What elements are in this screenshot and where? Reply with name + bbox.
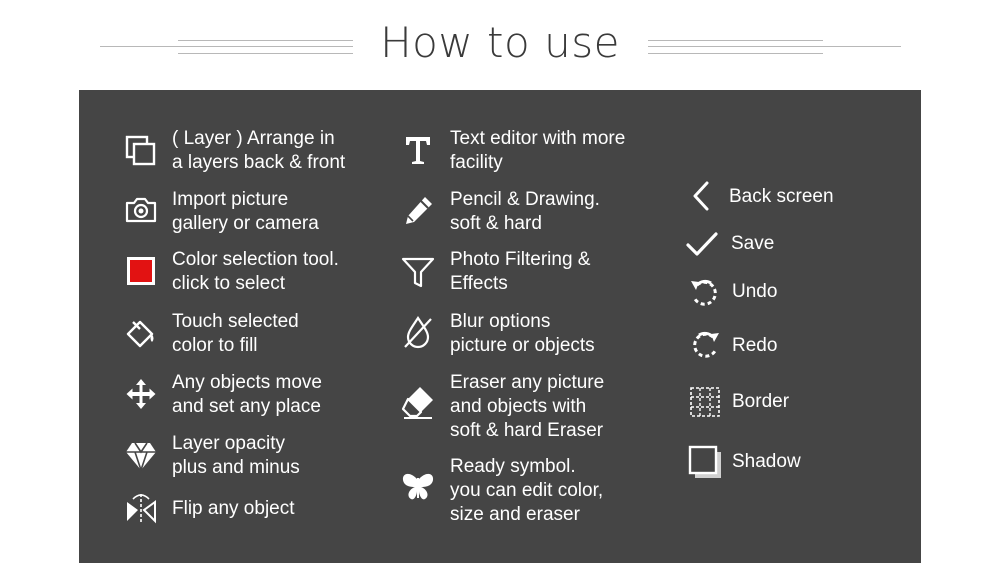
item-label: Back screen: [729, 186, 834, 207]
item-label-line: soft & hard: [450, 213, 542, 234]
butterfly-icon: [398, 467, 438, 507]
page-title: How to use: [380, 18, 620, 67]
item-label-line: color to fill: [172, 335, 258, 356]
chevron-left-icon: [682, 176, 722, 216]
decor-line: [178, 53, 353, 54]
item-label-line: Effects: [450, 273, 508, 294]
item-label-line: click to select: [172, 273, 285, 294]
item-label-line: Flip any object: [172, 498, 295, 519]
item-label-line: gallery or camera: [172, 213, 319, 234]
item-label: Undo: [732, 281, 778, 302]
item-label-line: ( Layer ) Arrange in: [172, 128, 335, 149]
camera-icon: [121, 190, 161, 230]
decor-line: [100, 46, 353, 47]
pencil-icon: [398, 191, 438, 231]
item-label-line: you can edit color,: [450, 480, 604, 501]
item-label-line: plus and minus: [172, 457, 300, 478]
instructions-panel: [79, 90, 921, 563]
item-label-line: and set any place: [172, 396, 321, 417]
border-grid-icon: [685, 382, 725, 422]
item-label: Redo: [732, 335, 778, 356]
undo-icon: [685, 273, 725, 313]
item-label-line: Import picture: [172, 189, 289, 210]
item-label: Border: [732, 391, 790, 412]
shadow-square-icon: [685, 442, 725, 482]
header: [0, 0, 1000, 90]
decor-line: [648, 40, 823, 41]
item-label-line: Pencil & Drawing.: [450, 189, 600, 210]
item-label-line: and objects with: [450, 396, 587, 417]
eraser-icon: [398, 382, 438, 422]
checkmark-icon: [682, 224, 722, 264]
item-label-line: a layers back & front: [172, 152, 346, 173]
item-label-line: Touch selected: [172, 311, 299, 332]
move-arrows-icon: [121, 374, 161, 414]
item-label-line: soft & hard Eraser: [450, 420, 604, 441]
flip-icon: [121, 488, 161, 528]
decor-line: [178, 40, 353, 41]
filter-funnel-icon: [398, 252, 438, 292]
item-label-line: Ready symbol.: [450, 456, 576, 477]
item-label-line: Color selection tool.: [172, 249, 339, 270]
item-label-line: facility: [450, 152, 503, 173]
blur-drop-icon: [398, 312, 438, 352]
item-label-line: Photo Filtering &: [450, 249, 591, 270]
color-square-icon: [121, 251, 161, 291]
redo-icon: [685, 325, 725, 365]
item-label: Shadow: [732, 451, 801, 472]
diamond-icon: [121, 436, 161, 476]
item-label-line: size and eraser: [450, 504, 580, 525]
decor-line: [648, 53, 823, 54]
item-label: Save: [731, 233, 775, 254]
item-label-line: picture or objects: [450, 335, 595, 356]
item-label-line: Text editor with more: [450, 128, 626, 149]
item-label-line: Any objects move: [172, 372, 322, 393]
item-label-line: Blur options: [450, 311, 551, 332]
item-label-line: Eraser any picture: [450, 372, 605, 393]
layers-icon: [121, 131, 161, 171]
paint-bucket-icon: [121, 312, 161, 352]
item-label-line: Layer opacity: [172, 433, 286, 454]
decor-line: [648, 46, 901, 47]
text-icon: [398, 130, 438, 170]
